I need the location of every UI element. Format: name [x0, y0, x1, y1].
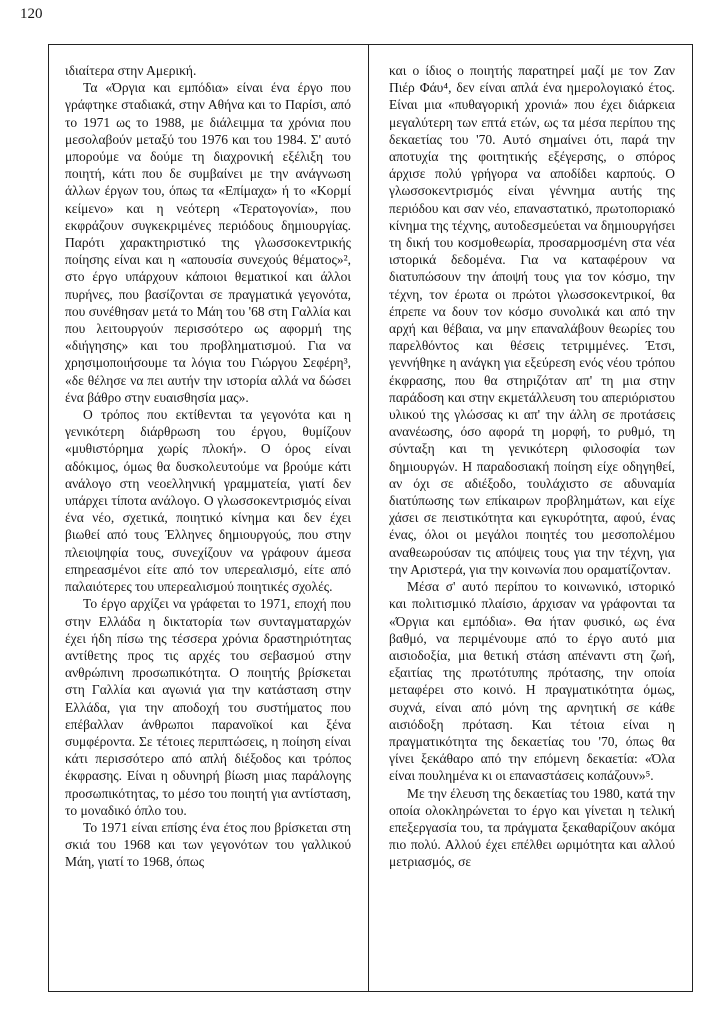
paragraph: Ο τρόπος που εκτίθενται τα γεγονότα και η γενικότερη διάρθρωση του έργου, θυμίζουν «μυθιστόρημα χωρίς πλοκή». Ο όρος είναι αδόκιμος, όμως θα δυσκολευτούμε να βρούμε κάτι ανάλογο στη νεοελληνική γραμματεία, γιατί δεν υπάρχει τίποτα ανάλογο. Ο γλωσσοκεντρισμός είναι ένα νέο, σχετικά, ποιητικό κίνημα και δεν έχει βιωθεί από τους Έλληνες δημιουργούς, που στην πλειοψηφία τους, συνεχίζουν να γράφουν άμεσα επηρεασμένοι είτε από τον υπερεαλισμό, είτε από παλαιότερες του υπερεαλισμού ποιητικές σχολές. [65, 407, 351, 595]
paragraph: Μέσα σ' αυτό περίπου το κοινωνικό, ιστορικό και πολιτισμικό πλαίσιο, άρχισαν να γράφονται τα «Όργια και εμπόδια». Θα ήταν φυσικό, ως ένα βαθμό, να περιμένουμε από το έργο αυτό μια αισιοδοξία, μια θετική στάση απέναντι στη ζωή, εξαιτίας της πρωτότυπης πρότασης, την οποία μεταφέρει στο κοινό. Η πραγματικότητα όμως, συχνά, είναι από μόνη της αρνητική σε κάθε αισιόδοξη πρόταση. Και τέτοια είναι η πραγματικότητα της δεκαετίας του '70, όπως θα γίνει ξεκάθαρο από την επόμενη δεκαετία: «Όλα είναι πουλημένα κι οι επαναστάσεις κοπάζουν»⁵. [389, 579, 675, 784]
left-column [65, 62, 351, 871]
column-divider [368, 44, 369, 992]
right-column [389, 62, 675, 871]
paragraph: Το 1971 είναι επίσης ένα έτος που βρίσκεται στη σκιά του 1968 και των γεγονότων του γαλλικού Μάη, γιατί το 1968, όπως [65, 819, 351, 870]
paragraph: Με την έλευση της δεκαετίας του 1980, κατά την οποία ολοκληρώνεται το έργο και γίνεται η τελική επεξεργασία του, τα πράγματα ξεκαθαρίζουν ακόμα πιο πολύ. Αλλού έχει επέλθει ωριμότητα και αλλού μετριασμός, σε [389, 785, 675, 870]
paragraph: Το έργο αρχίζει να γράφεται το 1971, εποχή που στην Ελλάδα η δικτατορία των συνταγματαρχών έχει ήδη πίσω της τέσσερα χρόνια δραστηριότητας αντίθετης προς τις αρχές του σεβασμού στην ανθρώπινη προσωπικότητα. Ο ποιητής βρίσκεται στη Γαλλία και αγωνιά για την κατάσταση στην Ελλάδα, για την αποδοχή του συστήματος που επέβαλλαν άνθρωποι παρανοϊκοί και ξένα συμφέροντα. Σε τέτοιες περιπτώσεις, η ποίηση είναι κάτι περισσότερο από απλή διέξοδος και τρόπος έκφρασης. Είναι η οδυνηρή βίωση μιας παράλογης προσωπικότητας, το μέσο του ποιητή για αντίσταση, το μοναδικό όπλο του. [65, 596, 351, 818]
paragraph: και ο ίδιος ο ποιητής παρατηρεί μαζί με τον Ζαν Πιέρ Φάυ⁴, δεν είναι απλά ένα ημερολογιακό έτος. Είναι μια «πυθαγορική χρονιά» που έχει διάρκεια μεγαλύτερη των επτά ετών, ως τα μέσα περίπου της δεκαετίας του '70. Αυτό σημαίνει ότι, παρά την αποτυχία της φοιτητικής εξέγερσης, ο σπόρος άρχισε πολύ γρήγορα να αποδίδει καρπούς. Ο γλωσσοκεντρισμός είναι γέννημα αυτής της περιόδου και σαν νέο, επαναστατικό, πρωτοποριακό κίνημα της τέχνης, αυτοδεσμεύεται να δημιουργήσει τη δική του κοσμοθεωρία, προσαρμοσμένη στα νέα ιστορικά δεδομένα. Για να καταφέρουν να διατυπώσουν την άποψή τους για τον κόσμο, την τέχνη, τον έρωτα οι πρώτοι γλωσσοκεντρικοί, θα έπρεπε να δουν τον κόσμο συνολικά και από την αρχή και θέβαια, να μην επαναλάβουν θεωρίες του παρελθόντος και θέσεις τετριμμένες. Έτσι, γεννήθηκε η ανάγκη για εξεύρεση ενός νέου τρόπου έκφρασης, που θα στηριζόταν απ' τη μια στην παράδοση και στην εκμετάλλευση του απεριόριστου υλικού της γλώσσας κι απ' την άλλη σε προτάσεις ανανέωσης, όσο αφορά τη μορφή, το ρυθμό, τη σύνταξη και τη γενικότερη φιλοσοφία των δημιουργών. Η παραδοσιακή ποίηση είχε οδηγηθεί, αν όχι σε αδιέξοδο, τουλάχιστο σε αδυναμία διατύπωσης των επίκαιρων προβλημάτων, και είχε χάσει σε πειστικότητα και εγκυρότητα, αφού, ένας ένας, όλοι οι μεγάλοι ποιητές του μεσοπολέμου αναθεωρούσαν τις απόψεις τους για την τέχνη, για την Αριστερά, για την κοινωνία που οραματίζονταν. [389, 63, 675, 577]
page-number: 120 [20, 6, 43, 22]
paragraph: Τα «Όργια και εμπόδια» είναι ένα έργο που γράφτηκε σταδιακά, στην Αθήνα και το Παρίσι, από το 1971 ως το 1988, με διάλειμμα τα χρόνια που μεσολαβούν μεταξύ του 1976 και του 1984. Σ' αυτό μπορούμε να δούμε τη διαχρονική εξέλιξη του ποιητή, κάτι που δε συμβαίνει με την ανάγνωση άλλων έργων του, όπως τα «Επίμαχα» ή το «Κορμί κείμενο» και η νεότερη «Τερατογονία», που εκφράζουν συγκεκριμένες περιόδους δημιουργίας. Παρότι χαρακτηριστικό της γλωσσοκεντρικής ποίησης είναι και η «απουσία συνεχούς θέματος»², στο έργο υπάρχουν κάποιοι θεματικοί και άλλοι πυρήνες, που βασίζονται σε πραγματικά γεγονότα, που συνέθησαν μετά το Μάη του '68 στη Γαλλία και που λειτουργούν περισσότερο ως αφορμή της «διήγησης» και του προβληματισμού. Για να χρησιμοποιήσουμε τα λόγια του Γιώργου Σεφέρη³, «δε θέλησε να πει αυτήν την ιστορία αλλά να δώσει ένα βάθρο στην ευαισθησία μας». [65, 80, 351, 405]
paragraph: ιδιαίτερα στην Αμερική. [65, 63, 197, 78]
